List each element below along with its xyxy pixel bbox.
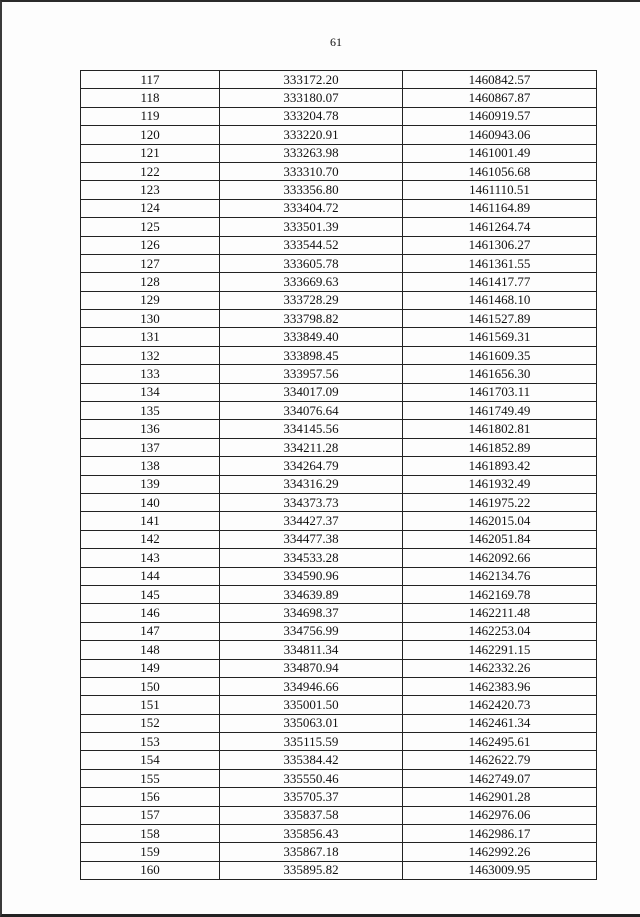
- y-coordinate-cell: 1461749.49: [403, 402, 597, 420]
- point-number-cell: 131: [81, 328, 220, 346]
- table-row: [81, 475, 597, 493]
- point-number-cell: 126: [81, 236, 220, 254]
- x-coordinate-cell: 334590.96: [220, 567, 403, 585]
- y-coordinate-cell: 1460943.06: [403, 126, 597, 144]
- x-coordinate-cell: 333849.40: [220, 328, 403, 346]
- y-coordinate-cell: 1462092.66: [403, 549, 597, 567]
- y-coordinate-cell: 1461656.30: [403, 365, 597, 383]
- point-number-cell: 146: [81, 604, 220, 622]
- x-coordinate-cell: 333605.78: [220, 254, 403, 272]
- x-coordinate-cell: 334477.38: [220, 530, 403, 548]
- table-row: [81, 89, 597, 107]
- x-coordinate-cell: 335550.46: [220, 769, 403, 787]
- x-coordinate-cell: 335705.37: [220, 788, 403, 806]
- point-number-cell: 147: [81, 622, 220, 640]
- x-coordinate-cell: 335001.50: [220, 696, 403, 714]
- y-coordinate-cell: 1462051.84: [403, 530, 597, 548]
- x-coordinate-cell: 334698.37: [220, 604, 403, 622]
- x-coordinate-cell: 334145.56: [220, 420, 403, 438]
- point-number-cell: 150: [81, 677, 220, 695]
- table-row: [81, 438, 597, 456]
- table-row: [81, 402, 597, 420]
- table-row: [81, 622, 597, 640]
- y-coordinate-cell: 1462211.48: [403, 604, 597, 622]
- page-number: 61: [330, 35, 342, 49]
- x-coordinate-cell: 333263.98: [220, 144, 403, 162]
- table-row: [81, 751, 597, 769]
- y-coordinate-cell: 1462901.28: [403, 788, 597, 806]
- x-coordinate-cell: 333404.72: [220, 199, 403, 217]
- table-row: [81, 162, 597, 180]
- x-coordinate-cell: 333220.91: [220, 126, 403, 144]
- point-number-cell: 130: [81, 310, 220, 328]
- table-row: [81, 843, 597, 861]
- x-coordinate-cell: 333501.39: [220, 218, 403, 236]
- y-coordinate-cell: 1462291.15: [403, 641, 597, 659]
- y-coordinate-cell: 1461893.42: [403, 457, 597, 475]
- x-coordinate-cell: 333728.29: [220, 291, 403, 309]
- y-coordinate-cell: 1461417.77: [403, 273, 597, 291]
- table-row: [81, 585, 597, 603]
- table-row: [81, 383, 597, 401]
- point-number-cell: 149: [81, 659, 220, 677]
- table-row: [81, 71, 597, 89]
- table-row: [81, 144, 597, 162]
- point-number-cell: 140: [81, 493, 220, 511]
- y-coordinate-cell: 1461852.89: [403, 438, 597, 456]
- point-number-cell: 159: [81, 843, 220, 861]
- table-row: [81, 420, 597, 438]
- y-coordinate-cell: 1461164.89: [403, 199, 597, 217]
- y-coordinate-cell: 1462015.04: [403, 512, 597, 530]
- x-coordinate-cell: 334811.34: [220, 641, 403, 659]
- point-number-cell: 118: [81, 89, 220, 107]
- table-row: [81, 493, 597, 511]
- point-number-cell: 127: [81, 254, 220, 272]
- y-coordinate-cell: 1461569.31: [403, 328, 597, 346]
- y-coordinate-cell: 1462495.61: [403, 733, 597, 751]
- point-number-cell: 139: [81, 475, 220, 493]
- y-coordinate-cell: 1461468.10: [403, 291, 597, 309]
- x-coordinate-cell: 333356.80: [220, 181, 403, 199]
- x-coordinate-cell: 333310.70: [220, 162, 403, 180]
- table-row: [81, 310, 597, 328]
- point-number-cell: 117: [81, 71, 220, 89]
- table-row: [81, 126, 597, 144]
- y-coordinate-cell: 1460867.87: [403, 89, 597, 107]
- x-coordinate-cell: 333798.82: [220, 310, 403, 328]
- x-coordinate-cell: 333180.07: [220, 89, 403, 107]
- point-number-cell: 121: [81, 144, 220, 162]
- y-coordinate-cell: 1462986.17: [403, 825, 597, 843]
- table-row: [81, 806, 597, 824]
- table-row: [81, 530, 597, 548]
- point-number-cell: 132: [81, 346, 220, 364]
- y-coordinate-cell: 1462253.04: [403, 622, 597, 640]
- point-number-cell: 152: [81, 714, 220, 732]
- x-coordinate-cell: 333957.56: [220, 365, 403, 383]
- x-coordinate-cell: 335856.43: [220, 825, 403, 843]
- x-coordinate-cell: 334211.28: [220, 438, 403, 456]
- y-coordinate-cell: 1462749.07: [403, 769, 597, 787]
- x-coordinate-cell: 334017.09: [220, 383, 403, 401]
- y-coordinate-cell: 1461703.11: [403, 383, 597, 401]
- y-coordinate-cell: 1462976.06: [403, 806, 597, 824]
- point-number-cell: 137: [81, 438, 220, 456]
- y-coordinate-cell: 1461056.68: [403, 162, 597, 180]
- x-coordinate-cell: 334264.79: [220, 457, 403, 475]
- table-row: [81, 254, 597, 272]
- y-coordinate-cell: 1462992.26: [403, 843, 597, 861]
- y-coordinate-cell: 1462622.79: [403, 751, 597, 769]
- table-row: [81, 273, 597, 291]
- y-coordinate-cell: 1461932.49: [403, 475, 597, 493]
- y-coordinate-cell: 1460919.57: [403, 107, 597, 125]
- table-row: [81, 788, 597, 806]
- table-row: [81, 641, 597, 659]
- point-number-cell: 155: [81, 769, 220, 787]
- x-coordinate-cell: 335895.82: [220, 861, 403, 879]
- table-row: [81, 181, 597, 199]
- table-row: [81, 365, 597, 383]
- table-row: [81, 733, 597, 751]
- point-number-cell: 119: [81, 107, 220, 125]
- table-row: [81, 549, 597, 567]
- y-coordinate-cell: 1461264.74: [403, 218, 597, 236]
- y-coordinate-cell: 1461975.22: [403, 493, 597, 511]
- y-coordinate-cell: 1462134.76: [403, 567, 597, 585]
- y-coordinate-cell: 1462383.96: [403, 677, 597, 695]
- point-number-cell: 144: [81, 567, 220, 585]
- y-coordinate-cell: 1460842.57: [403, 71, 597, 89]
- point-number-cell: 154: [81, 751, 220, 769]
- table-row: [81, 291, 597, 309]
- y-coordinate-cell: 1462461.34: [403, 714, 597, 732]
- y-coordinate-cell: 1461527.89: [403, 310, 597, 328]
- y-coordinate-cell: 1461802.81: [403, 420, 597, 438]
- table-row: [81, 346, 597, 364]
- table-row: [81, 328, 597, 346]
- point-number-cell: 141: [81, 512, 220, 530]
- point-number-cell: 142: [81, 530, 220, 548]
- point-number-cell: 129: [81, 291, 220, 309]
- point-number-cell: 158: [81, 825, 220, 843]
- x-coordinate-cell: 335115.59: [220, 733, 403, 751]
- y-coordinate-cell: 1463009.95: [403, 861, 597, 879]
- table-row: [81, 107, 597, 125]
- point-number-cell: 143: [81, 549, 220, 567]
- point-number-cell: 160: [81, 861, 220, 879]
- coordinates-table: [80, 70, 597, 880]
- x-coordinate-cell: 334870.94: [220, 659, 403, 677]
- x-coordinate-cell: 335867.18: [220, 843, 403, 861]
- point-number-cell: 148: [81, 641, 220, 659]
- x-coordinate-cell: 333898.45: [220, 346, 403, 364]
- point-number-cell: 145: [81, 585, 220, 603]
- x-coordinate-cell: 334756.99: [220, 622, 403, 640]
- table-row: [81, 218, 597, 236]
- y-coordinate-cell: 1461609.35: [403, 346, 597, 364]
- point-number-cell: 125: [81, 218, 220, 236]
- table-row: [81, 659, 597, 677]
- table-row: [81, 769, 597, 787]
- point-number-cell: 157: [81, 806, 220, 824]
- table-row: [81, 604, 597, 622]
- point-number-cell: 135: [81, 402, 220, 420]
- table-row: [81, 714, 597, 732]
- x-coordinate-cell: 335384.42: [220, 751, 403, 769]
- x-coordinate-cell: 333204.78: [220, 107, 403, 125]
- x-coordinate-cell: 333544.52: [220, 236, 403, 254]
- table-row: [81, 457, 597, 475]
- x-coordinate-cell: 333669.63: [220, 273, 403, 291]
- x-coordinate-cell: 335837.58: [220, 806, 403, 824]
- point-number-cell: 153: [81, 733, 220, 751]
- x-coordinate-cell: 334076.64: [220, 402, 403, 420]
- x-coordinate-cell: 333172.20: [220, 71, 403, 89]
- point-number-cell: 134: [81, 383, 220, 401]
- table-row: [81, 696, 597, 714]
- x-coordinate-cell: 334373.73: [220, 493, 403, 511]
- table-row: [81, 861, 597, 879]
- table-row: [81, 512, 597, 530]
- y-coordinate-cell: 1461001.49: [403, 144, 597, 162]
- y-coordinate-cell: 1461306.27: [403, 236, 597, 254]
- point-number-cell: 151: [81, 696, 220, 714]
- x-coordinate-cell: 334316.29: [220, 475, 403, 493]
- point-number-cell: 136: [81, 420, 220, 438]
- y-coordinate-cell: 1462420.73: [403, 696, 597, 714]
- table-row: [81, 567, 597, 585]
- point-number-cell: 156: [81, 788, 220, 806]
- coordinates-table-body: [81, 71, 597, 880]
- point-number-cell: 122: [81, 162, 220, 180]
- point-number-cell: 123: [81, 181, 220, 199]
- y-coordinate-cell: 1461361.55: [403, 254, 597, 272]
- point-number-cell: 128: [81, 273, 220, 291]
- x-coordinate-cell: 334533.28: [220, 549, 403, 567]
- table-row: [81, 236, 597, 254]
- y-coordinate-cell: 1461110.51: [403, 181, 597, 199]
- x-coordinate-cell: 334946.66: [220, 677, 403, 695]
- table-row: [81, 677, 597, 695]
- x-coordinate-cell: 334427.37: [220, 512, 403, 530]
- x-coordinate-cell: 334639.89: [220, 585, 403, 603]
- table-row: [81, 199, 597, 217]
- x-coordinate-cell: 335063.01: [220, 714, 403, 732]
- point-number-cell: 138: [81, 457, 220, 475]
- y-coordinate-cell: 1462332.26: [403, 659, 597, 677]
- y-coordinate-cell: 1462169.78: [403, 585, 597, 603]
- table-row: [81, 825, 597, 843]
- point-number-cell: 133: [81, 365, 220, 383]
- point-number-cell: 124: [81, 199, 220, 217]
- point-number-cell: 120: [81, 126, 220, 144]
